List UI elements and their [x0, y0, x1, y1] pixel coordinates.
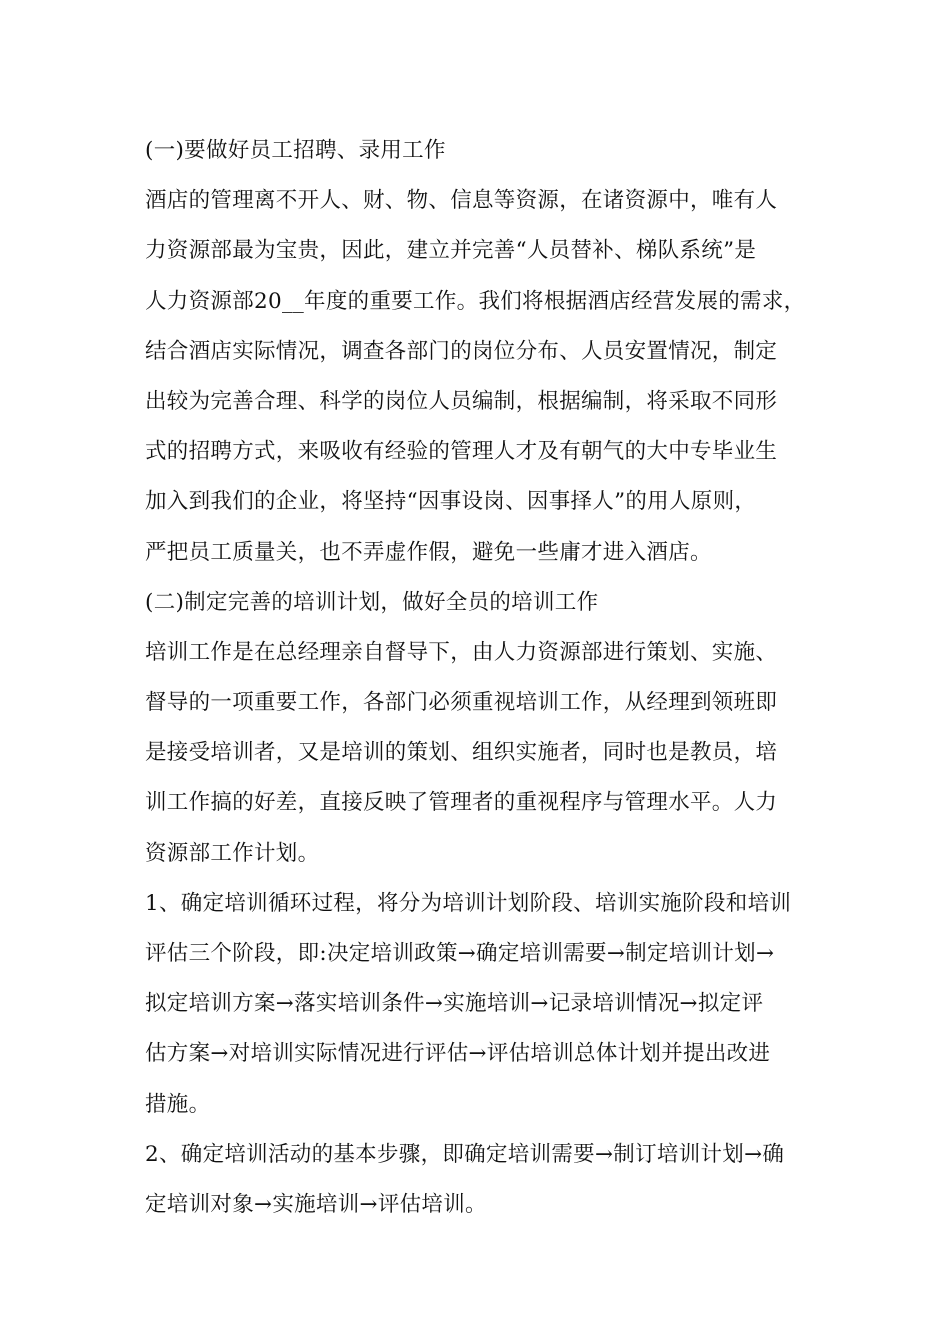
list-item-1-line: 措施。 [145, 1091, 211, 1117]
paragraph-line: 严把员工质量关，也不弄虚作假，避免一些庸才进入酒店。 [145, 539, 712, 565]
paragraph-line: 培训工作是在总经理亲自督导下，由人力资源部进行策划、实施、 [145, 639, 778, 665]
paragraph-line: 资源部工作计划。 [145, 840, 320, 866]
heading-section-2: (二)制定完善的培训计划，做好全员的培训工作 [145, 589, 599, 615]
list-item-1-line: 1、确定培训循环过程，将分为培训计划阶段、培训实施阶段和培训 [145, 890, 792, 916]
list-item-2-line: 2、确定培训活动的基本步骤，即确定培训需要→制订培训计划→确 [145, 1141, 785, 1167]
list-item-1-line: 评估三个阶段，即:决定培训政策→确定培训需要→制定培训计划→ [145, 941, 775, 966]
list-item-1-line: 估方案→对培训实际情况进行评估→评估培训总体计划并提出改进 [145, 1041, 771, 1067]
heading-section-1: (一)要做好员工招聘、录用工作 [145, 138, 446, 163]
paragraph-line: 人力资源部20__年度的重要工作。我们将根据酒店经营发展的需求， [145, 288, 806, 314]
paragraph-line: 式的招聘方式，来吸收有经验的管理人才及有朝气的大中专毕业生 [145, 439, 778, 465]
paragraph-line: 力资源部最为宝贵，因此，建立并完善“人员替补、梯队系统”是 [145, 238, 757, 264]
paragraph-line: 督导的一项重要工作，各部门必须重视培训工作，从经理到领班即 [145, 690, 778, 716]
paragraph-line: 出较为完善合理、科学的岗位人员编制，根据编制，将采取不同形 [145, 388, 778, 414]
list-item-2-line: 定培训对象→实施培训→评估培训。 [145, 1191, 487, 1217]
paragraph-line: 是接受培训者，又是培训的策划、组织实施者，同时也是教员，培 [145, 740, 778, 766]
document-body [145, 126, 815, 1230]
paragraph-line: 酒店的管理离不开人、财、物、信息等资源，在诸资源中，唯有人 [145, 188, 778, 214]
paragraph-line: 训工作搞的好差，直接反映了管理者的重视程序与管理水平。人力 [145, 790, 778, 816]
paragraph-line: 加入到我们的企业，将坚持“因事设岗、因事择人”的用人原则， [145, 489, 757, 515]
list-item-1-line: 拟定培训方案→落实培训条件→实施培训→记录培训情况→拟定评 [145, 991, 764, 1017]
paragraph-line: 结合酒店实际情况，调查各部门的岗位分布、人员安置情况，制定 [145, 338, 778, 364]
